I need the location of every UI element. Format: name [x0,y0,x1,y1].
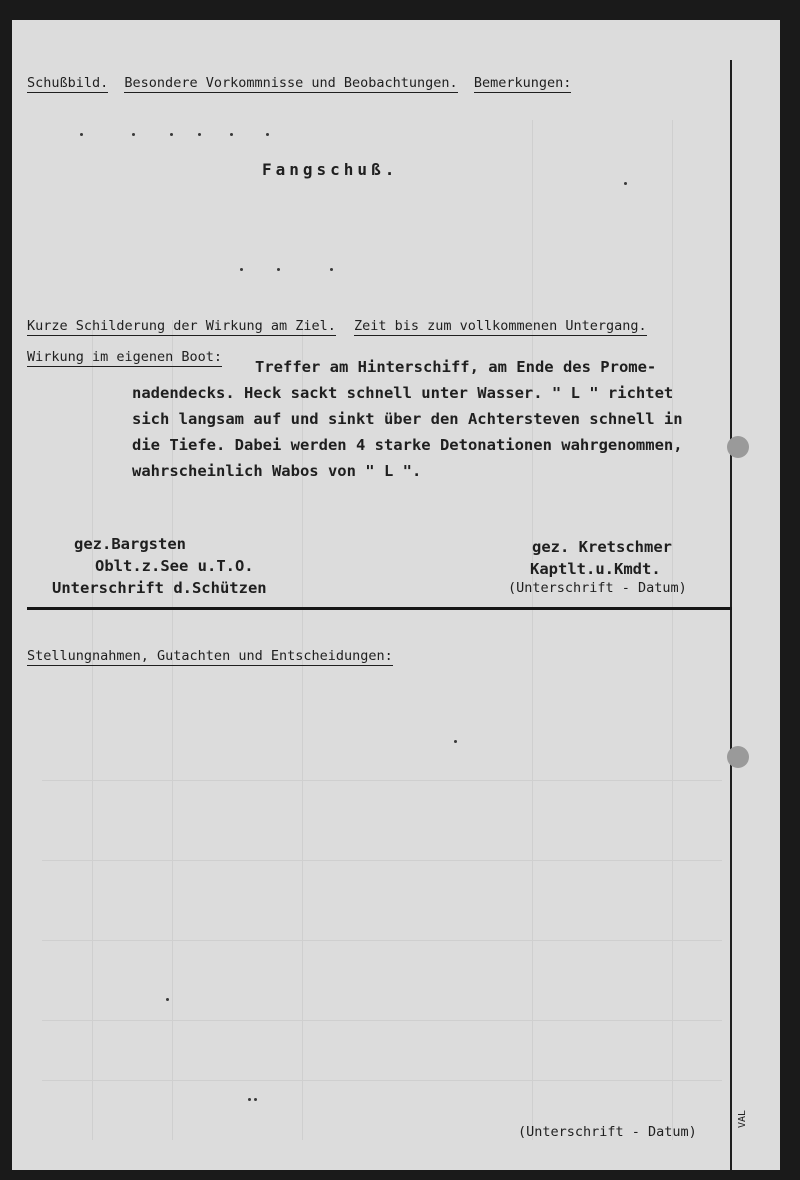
own-boat-label: Wirkung im eigenen Boot: [27,349,223,365]
effect-line: wahrscheinlich Wabos von " L ". [132,462,422,480]
signature-shooter-caption: Unterschrift d.Schützen [52,579,267,597]
effect-heading: Kurze Schilderung der Wirkung am Ziel. [27,318,336,334]
bleed-grid-line [672,120,673,1140]
punch-hole [727,746,749,768]
effect-line: nadendecks. Heck sackt schnell unter Wasser. " L " richtet [132,384,674,402]
remarks-heading: Bemerkungen: [473,75,572,91]
opinions-heading: Stellungnahmen, Gutachten und Entscheidungen: [27,648,393,664]
signature-commander-name: gez. Kretschmer [532,538,672,556]
typed-dot [230,133,233,136]
typed-dot [240,268,243,271]
opinions-heading-wrap [27,648,393,664]
bleed-grid-line [42,860,722,861]
own-boat-label-wrap [27,349,222,365]
margin-rule [730,60,732,1170]
effect-line: sich langsam auf und sinkt über den Achtersteven schnell in [132,410,683,428]
typed-dot [254,1098,257,1101]
effect-line: Treffer am Hinterschiff, am Ende des Prome- [255,358,657,376]
typed-dot [266,133,269,136]
bleed-grid-line [92,320,93,1140]
section-divider [27,607,732,610]
typed-dot [198,133,201,136]
typed-dot [277,268,280,271]
effect-heading-row [27,318,647,334]
typed-dot [166,998,169,1001]
bleed-grid-line [532,120,533,1140]
signature-commander-caption: (Unterschrift - Datum) [508,580,687,596]
bleed-grid-line [42,940,722,941]
typed-dot [80,133,83,136]
signature-shooter-rank: Oblt.z.See u.T.O. [95,557,254,575]
signature-shooter-name: gez.Bargsten [74,535,186,553]
bleed-grid-line [42,1020,722,1021]
typed-dot [170,133,173,136]
header-row [27,75,571,91]
bleed-grid-line [42,780,722,781]
shot-type-label: Fangschuß. [262,160,399,179]
typed-dot [330,268,333,271]
signature-commander-rank: Kaptlt.u.Kmdt. [530,560,661,578]
bleed-grid-line [42,1080,722,1081]
sinking-time-heading: Zeit bis zum vollkommenen Untergang. [354,318,647,334]
typed-dot [624,182,627,185]
effect-line: die Tiefe. Dabei werden 4 starke Detonationen wahrgenommen, [132,436,683,454]
shot-picture-heading: Schußbild. [27,75,109,91]
typed-dot [132,133,135,136]
punch-hole [727,436,749,458]
typed-dot [248,1098,251,1101]
observations-heading: Besondere Vorkommnisse und Beobachtungen. [124,75,458,91]
typed-dot [454,740,457,743]
final-signature-caption: (Unterschrift - Datum) [518,1124,697,1140]
archive-stamp: VAL [737,1109,748,1128]
document-page [12,20,780,1170]
